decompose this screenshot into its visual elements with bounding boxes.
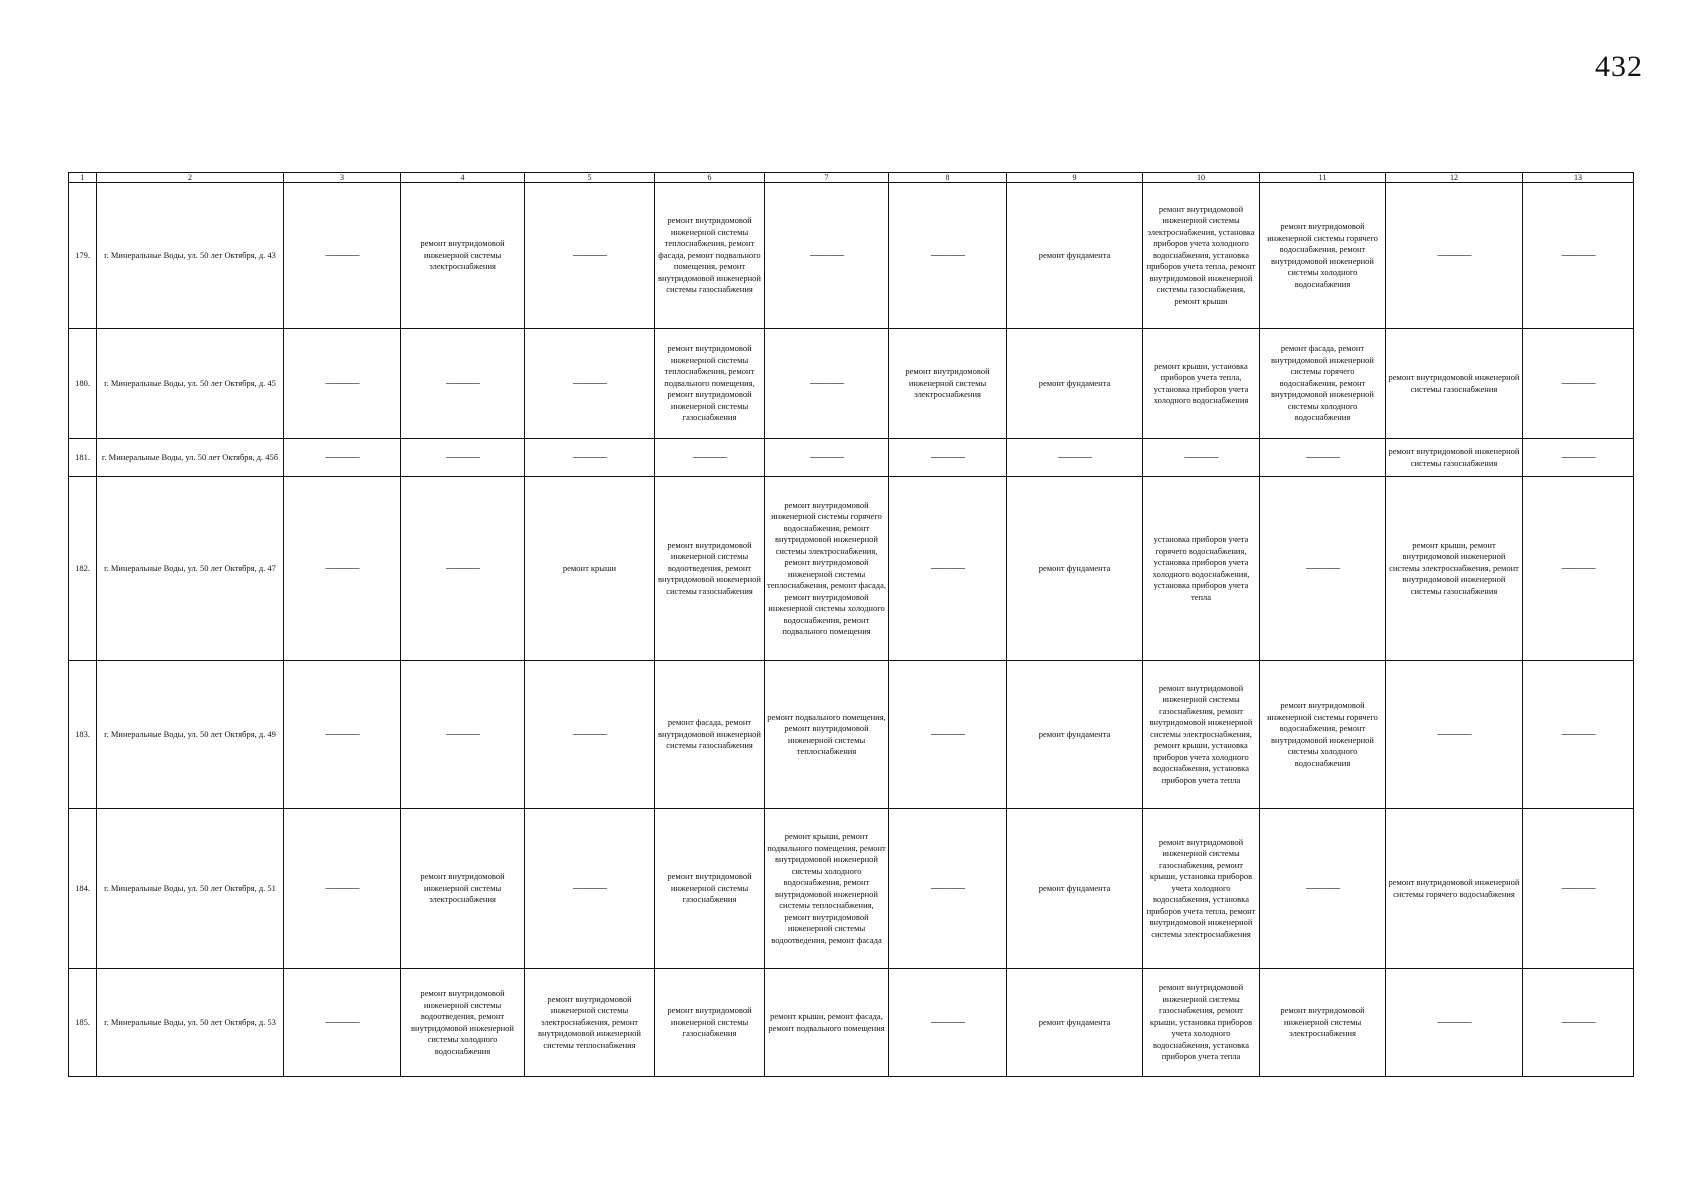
- table-cell: ремонт внутридомовой инженерной системы водоотведения, ремонт внутридомовой инженерной системы холодного водоснабжения: [401, 969, 525, 1077]
- table-cell: ремонт фундамента: [1007, 661, 1143, 809]
- table-cell: ———: [1386, 183, 1523, 329]
- table-cell: ремонт внутридомовой инженерной системы газоснабжения, ремонт крыши, установка приборов учета холодного водоснабжения, установка приборов учета тепла, ремонт внутридомовой инженерной системы электроснабжения: [1143, 809, 1260, 969]
- table-cell: ———: [284, 183, 401, 329]
- column-number: 2: [97, 173, 284, 183]
- table-cell: ———: [765, 329, 889, 439]
- table-cell: ремонт внутридомовой инженерной системы водоотведения, ремонт внутридомовой инженерной системы газоснабжения: [655, 477, 765, 661]
- table-cell: ———: [284, 439, 401, 477]
- column-number: 8: [889, 173, 1007, 183]
- table-cell: ———: [1523, 329, 1634, 439]
- table-cell: ремонт подвального помещения, ремонт внутридомовой инженерной системы теплоснабжения: [765, 661, 889, 809]
- table-cell: ремонт внутридомовой инженерной системы горячего водоснабжения, ремонт внутридомовой инженерной системы холодного водоснабжения: [1260, 183, 1386, 329]
- table-cell: ———: [1386, 969, 1523, 1077]
- row-number: 179.: [69, 183, 97, 329]
- table-cell: ———: [765, 439, 889, 477]
- table-cell: ———: [889, 809, 1007, 969]
- table-cell: ———: [401, 439, 525, 477]
- table-cell: ———: [765, 183, 889, 329]
- column-number: 1: [69, 173, 97, 183]
- row-address: г. Минеральные Воды, ул. 50 лет Октября, д. 51: [97, 809, 284, 969]
- table-row: [69, 809, 1634, 969]
- table-cell: ремонт внутридомовой инженерной системы газоснабжения: [655, 969, 765, 1077]
- table-cell: ———: [889, 477, 1007, 661]
- column-number: 7: [765, 173, 889, 183]
- column-number-row: [69, 173, 1634, 183]
- row-address: г. Минеральные Воды, ул. 50 лет Октября, д. 45: [97, 329, 284, 439]
- table-cell: ———: [525, 809, 655, 969]
- column-number: 13: [1523, 173, 1634, 183]
- table-cell: ———: [1260, 477, 1386, 661]
- table-cell: ———: [1007, 439, 1143, 477]
- table-cell: ремонт внутридомовой инженерной системы газоснабжения, ремонт крыши, установка приборов учета холодного водоснабжения, установка приборов учета тепла: [1143, 969, 1260, 1077]
- table-row: [69, 661, 1634, 809]
- table-cell: ———: [889, 183, 1007, 329]
- table-row: [69, 183, 1634, 329]
- table-cell: ремонт внутридомовой инженерной системы газоснабжения: [1386, 439, 1523, 477]
- column-number: 9: [1007, 173, 1143, 183]
- table-cell: ремонт крыши, ремонт фасада, ремонт подвального помещения: [765, 969, 889, 1077]
- table-cell: ———: [1523, 661, 1634, 809]
- table-cell: ремонт внутридомовой инженерной системы электроснабжения, ремонт внутридомовой инженерной системы теплоснабжения: [525, 969, 655, 1077]
- table-cell: ———: [284, 809, 401, 969]
- table-cell: ———: [1523, 809, 1634, 969]
- table-row: [69, 329, 1634, 439]
- table-cell: ремонт внутридомовой инженерной системы газоснабжения, ремонт внутридомовой инженерной системы электроснабжения, ремонт крыши, установка приборов учета холодного водоснабжения, установка приборов учета тепла: [1143, 661, 1260, 809]
- table-cell: ремонт внутридомовой инженерной системы газоснабжения: [655, 809, 765, 969]
- row-number: 181.: [69, 439, 97, 477]
- table-cell: ремонт внутридомовой инженерной системы электроснабжения: [401, 183, 525, 329]
- table-cell: ———: [1523, 969, 1634, 1077]
- page-number: 432: [1595, 50, 1643, 83]
- table-cell: ремонт внутридомовой инженерной системы электроснабжения: [1260, 969, 1386, 1077]
- table-cell: ремонт фундамента: [1007, 183, 1143, 329]
- table-cell: ремонт фасада, ремонт внутридомовой инженерной системы газоснабжения: [655, 661, 765, 809]
- table-cell: ———: [889, 439, 1007, 477]
- table-cell: ремонт внутридомовой инженерной системы электроснабжения: [401, 809, 525, 969]
- row-address: г. Минеральные Воды, ул. 50 лет Октября, д. 47: [97, 477, 284, 661]
- table-cell: ремонт фундамента: [1007, 329, 1143, 439]
- table-cell: ———: [401, 329, 525, 439]
- table-cell: ремонт фундамента: [1007, 969, 1143, 1077]
- table-cell: ———: [655, 439, 765, 477]
- column-number: 10: [1143, 173, 1260, 183]
- table-cell: ———: [525, 329, 655, 439]
- table-cell: ———: [1260, 809, 1386, 969]
- column-number: 12: [1386, 173, 1523, 183]
- table-cell: ———: [401, 477, 525, 661]
- table-cell: ———: [284, 477, 401, 661]
- table-cell: ремонт фасада, ремонт внутридомовой инженерной системы горячего водоснабжения, ремонт внутридомовой инженерной системы холодного водоснабжения: [1260, 329, 1386, 439]
- column-number: 11: [1260, 173, 1386, 183]
- table-cell: ———: [1523, 183, 1634, 329]
- table-row: [69, 477, 1634, 661]
- table-cell: ремонт внутридомовой инженерной системы газоснабжения: [1386, 329, 1523, 439]
- table-cell: ремонт крыши, ремонт подвального помещения, ремонт внутридомовой инженерной системы холодного водоснабжения, ремонт внутридомовой инженерной системы теплоснабжения, ремонт внутридомовой инженерной системы водоотведения, ремонт фасада: [765, 809, 889, 969]
- row-number: 183.: [69, 661, 97, 809]
- table-cell: ремонт крыши, ремонт внутридомовой инженерной системы электроснабжения, ремонт внутридомовой инженерной системы газоснабжения: [1386, 477, 1523, 661]
- row-number: 185.: [69, 969, 97, 1077]
- table-cell: ———: [401, 661, 525, 809]
- column-number: 6: [655, 173, 765, 183]
- table-cell: ремонт внутридомовой инженерной системы электроснабжения: [889, 329, 1007, 439]
- table-cell: ремонт фундамента: [1007, 477, 1143, 661]
- table-cell: ———: [525, 183, 655, 329]
- table-cell: ремонт крыши, установка приборов учета тепла, установка приборов учета холодного водоснабжения: [1143, 329, 1260, 439]
- table-cell: ———: [284, 329, 401, 439]
- table-cell: ———: [1386, 661, 1523, 809]
- table-cell: ремонт крыши: [525, 477, 655, 661]
- table-cell: ремонт фундамента: [1007, 809, 1143, 969]
- table-cell: ремонт внутридомовой инженерной системы теплоснабжения, ремонт подвального помещения, ремонт внутридомовой инженерной системы газоснабжения: [655, 329, 765, 439]
- table-cell: ———: [1260, 439, 1386, 477]
- works-table: [68, 172, 1634, 1077]
- table-row: [69, 439, 1634, 477]
- row-address: г. Минеральные Воды, ул. 50 лет Октября, д. 49: [97, 661, 284, 809]
- table-cell: установка приборов учета горячего водоснабжения, установка приборов учета холодного водоснабжения, установка приборов учета тепла: [1143, 477, 1260, 661]
- table-cell: ремонт внутридомовой инженерной системы горячего водоснабжения, ремонт внутридомовой инженерной системы электроснабжения, ремонт внутридомовой инженерной системы теплоснабжения, ремонт фасада, ремонт внутридомовой инженерной системы холодного водоснабжения, ремонт подвального помещения: [765, 477, 889, 661]
- table-cell: ———: [1143, 439, 1260, 477]
- table-cell: ———: [525, 439, 655, 477]
- column-number: 4: [401, 173, 525, 183]
- column-number: 5: [525, 173, 655, 183]
- table-cell: ———: [284, 969, 401, 1077]
- column-number: 3: [284, 173, 401, 183]
- table-cell: ремонт внутридомовой инженерной системы горячего водоснабжения, ремонт внутридомовой инженерной системы холодного водоснабжения: [1260, 661, 1386, 809]
- row-address: г. Минеральные Воды, ул. 50 лет Октября, д. 43: [97, 183, 284, 329]
- table-cell: ———: [889, 969, 1007, 1077]
- table-cell: ———: [889, 661, 1007, 809]
- table-cell: ремонт внутридомовой инженерной системы теплоснабжения, ремонт фасада, ремонт подвального помещения, ремонт внутридомовой инженерной системы газоснабжения: [655, 183, 765, 329]
- row-number: 184.: [69, 809, 97, 969]
- table-cell: ———: [1523, 477, 1634, 661]
- row-address: г. Минеральные Воды, ул. 50 лет Октября, д. 45б: [97, 439, 284, 477]
- table-cell: ———: [1523, 439, 1634, 477]
- row-address: г. Минеральные Воды, ул. 50 лет Октября, д. 53: [97, 969, 284, 1077]
- table-cell: ремонт внутридомовой инженерной системы горячего водоснабжения: [1386, 809, 1523, 969]
- row-number: 182.: [69, 477, 97, 661]
- table-cell: ремонт внутридомовой инженерной системы электроснабжения, установка приборов учета холодного водоснабжения, установка приборов учета тепла, ремонт внутридомовой инженерной системы газоснабжения, ремонт крыши: [1143, 183, 1260, 329]
- row-number: 180.: [69, 329, 97, 439]
- table-cell: ———: [284, 661, 401, 809]
- table-row: [69, 969, 1634, 1077]
- table-cell: ———: [525, 661, 655, 809]
